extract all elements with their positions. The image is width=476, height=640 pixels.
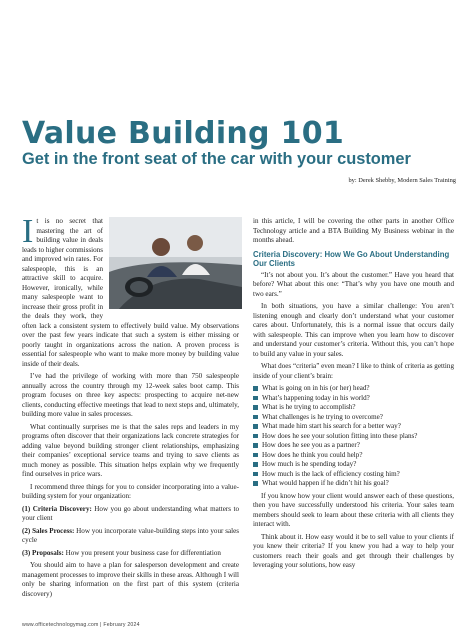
bullet-square-icon	[253, 424, 258, 429]
bullet-square-icon	[253, 415, 258, 420]
bullet-square-icon	[253, 443, 258, 448]
paragraph: Think about it. How easy would it be to sell value to your clients if you knew their criteria? If you knew you had a way to help your customers reach their goals and get through their challenges by leveraging your solutions, how easy	[253, 532, 454, 569]
article-title: Value Building 101	[22, 116, 345, 151]
article-byline: by: Derek Shebby, Modern Sales Training	[348, 177, 456, 184]
list-item: How much is he spending today?	[253, 460, 454, 470]
bullet-square-icon	[253, 396, 258, 401]
list-item-text: How you go about understanding what matters to your client	[22, 504, 239, 522]
list-item: How does he see you as a partner?	[253, 441, 454, 451]
paragraph: You should aim to have a plan for salesperson development and create management processes to improve their skills in these areas. Although I will only be sharing information on the first part of this system (criteria discovery)	[22, 561, 239, 598]
list-item: What is he trying to accomplish?	[253, 403, 454, 413]
bullet-square-icon	[253, 453, 258, 458]
paragraph: What continually surprises me is that the sales reps and leaders in my programs often discover that their organizations lack concrete strategies for adding value beyond building stronger client relationships, emphasizing their companies’ exceptional service teams and trying to save clients as much money as possible. This situation helps explain why we frequently find ourselves in price wars.	[22, 422, 239, 478]
article-subtitle: Get in the front seat of the car with your customer	[22, 150, 411, 168]
paragraph: I recommend three things for you to consider incorporating into a value-building system for your organization:	[22, 482, 239, 500]
list-item	[22, 549, 239, 559]
list-item: What made him start his search for a better way?	[253, 422, 454, 432]
bullet-square-icon	[253, 386, 258, 391]
list-item: What would happen if he didn’t hit his goal?	[253, 479, 454, 489]
list-item: How does he see your solution fitting into these plans?	[253, 432, 454, 442]
bullet-square-icon	[253, 434, 258, 439]
paragraph: In both situations, you have a similar challenge: You aren’t listening enough and clearly don’t understand what your customer cares about. Unfortunately, this is a normal issue that occurs daily with salespeople. This can improve when you learn how to discover and understand your customer’s criteria. Without this, you can’t hope to build any value in your sales.	[253, 302, 454, 358]
list-item: How much is the lack of efficiency costing him?	[253, 470, 454, 480]
list-item	[22, 505, 239, 524]
list-item-label: (1) Criteria Discovery:	[22, 504, 92, 513]
list-item: How does he think you could help?	[253, 451, 454, 461]
article-photo	[109, 217, 242, 309]
list-item	[22, 527, 239, 546]
criteria-question-list	[253, 384, 454, 489]
list-item-text: How you present your business case for differentiation	[63, 548, 221, 557]
bullet-square-icon	[253, 472, 258, 477]
paragraph: t is no secret that mastering the art of building value in deals leads to higher commissions and improved win rates. For salespeople, this is an attractive skill to acquire. However, ironically, while many salespeople want to increase their gross profit in the deals they work, they often lack a consistent system to effectively build value. My observations over the past few years indicate that such a system is either missing or poorly taught in organizations across the nation. A proven process is essential for salespeople who want to make more money by building value inside of their deals.	[22, 217, 239, 368]
paragraph: If you know how your client would answer each of these questions, then you have successfully understood his criteria. Your sales team members should seek to learn about these criteria with all clients they interact with.	[253, 491, 454, 528]
list-item: What is going on in his (or her) head?	[253, 384, 454, 394]
paragraph: in this article, I will be covering the other parts in another Office Technology article and a BTA Building My Business webinar in the months ahead.	[253, 217, 454, 244]
section-heading: Criteria Discovery: How We Go About Understanding Our Clients	[253, 249, 450, 268]
paragraph: I’ve had the privilege of working with more than 750 salespeople annually across the country through my 12-week sales boot camp. This program focuses on three key aspects: prospecting to acquire net-new clients, conducting effective meetings that lead to next steps and, ultimately, building more value in sales processes.	[22, 372, 239, 418]
list-item-label: (3) Proposals:	[22, 548, 64, 557]
car-dealership-photo	[109, 217, 242, 309]
list-item: What challenges is he trying to overcome?	[253, 413, 454, 423]
paragraph: “It’s not about you. It’s about the customer.” Have you heard that before? What about this one: “That’s why you have one mouth and two ears.”	[253, 270, 454, 298]
bullet-square-icon	[253, 405, 258, 410]
list-item-label: (2) Sales Process:	[22, 526, 75, 535]
bullet-square-icon	[253, 481, 258, 486]
bullet-square-icon	[253, 462, 258, 467]
dropcap-letter: I	[22, 213, 34, 250]
paragraph: What does “criteria” even mean? I like to think of criteria as getting inside of your client’s brain:	[253, 362, 454, 380]
right-column	[253, 217, 454, 574]
page-footer: www.officetechnologymag.com | February 2024	[22, 622, 140, 628]
list-item: What’s happening today in his world?	[253, 394, 454, 404]
left-column	[22, 213, 239, 602]
list-item-text: How you incorporate value-building steps into your sales cycle	[22, 526, 239, 544]
